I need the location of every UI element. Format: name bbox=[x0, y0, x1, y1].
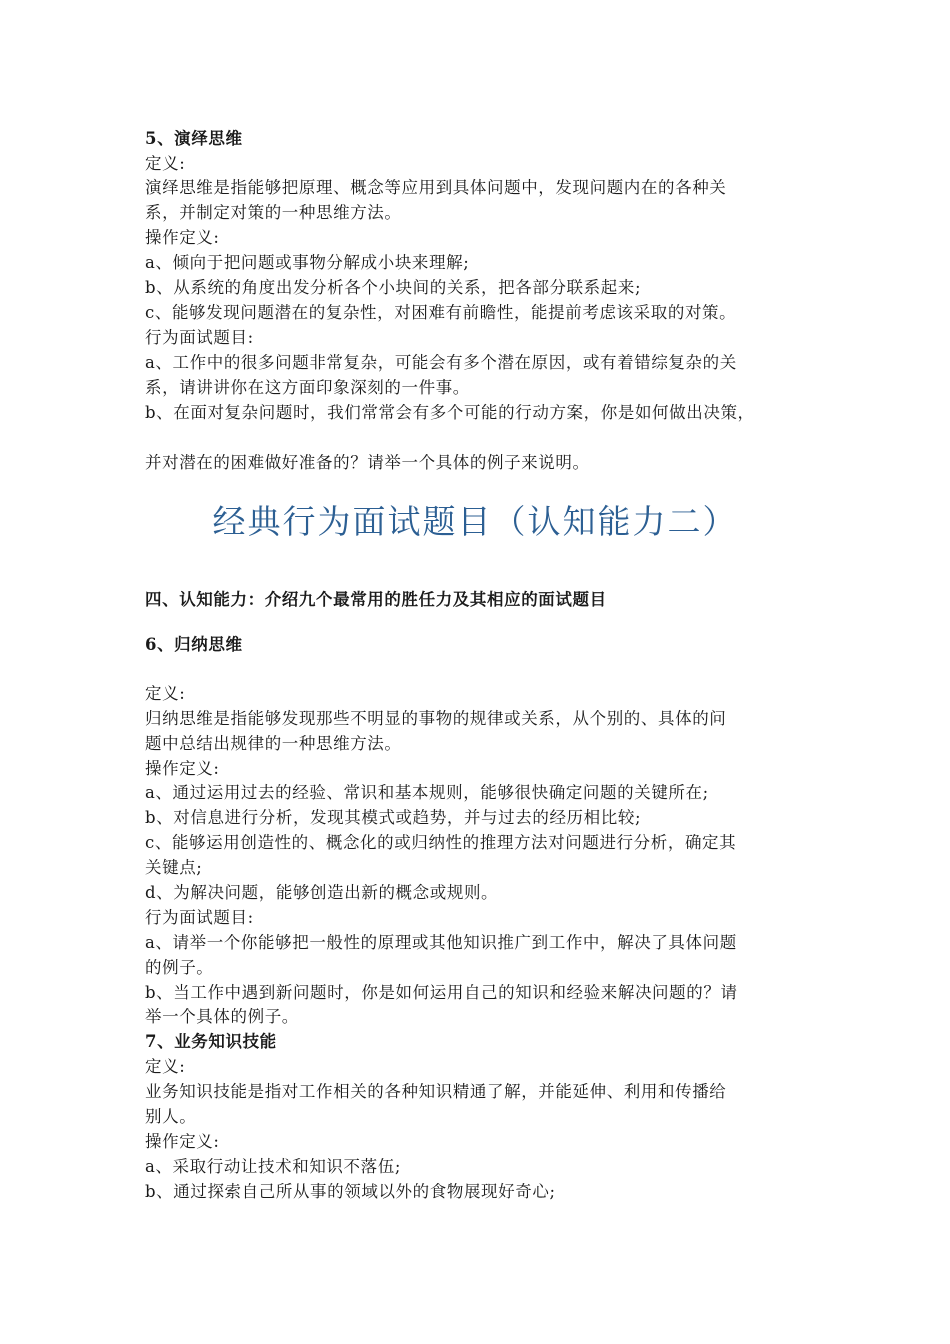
section-6-definition-line: 题中总结出规律的一种思维方法。 bbox=[145, 734, 402, 753]
section-5-question-line: b、在面对复杂问题时，我们常常会有多个可能的行动方案，你是如何做出决策， bbox=[145, 403, 755, 422]
section-7-definition-line: 别人。 bbox=[145, 1107, 197, 1126]
section-6-question-line: a、请举一个你能够把一般性的原理或其他知识推广到工作中，解决了具体问题 bbox=[145, 933, 737, 952]
document-title: 经典行为面试题目（认知能力二） bbox=[212, 502, 738, 541]
section-5-heading: 5、演绎思维 bbox=[145, 129, 243, 148]
section-5-operational-label: 操作定义: bbox=[145, 228, 220, 247]
section-7-heading: 7、业务知识技能 bbox=[145, 1032, 277, 1051]
section-6-operational-item: c、能够运用创造性的、概念化的或归纳性的推理方法对问题进行分析，确定其 bbox=[145, 833, 737, 852]
section-5-operational-item: b、从系统的角度出发分析各个小块间的关系，把各部分联系起来; bbox=[145, 278, 642, 297]
section-7-operational-item: a、采取行动让技术和知识不落伍; bbox=[145, 1157, 401, 1176]
section-6-question-line: 举一个具体的例子。 bbox=[145, 1007, 299, 1026]
section-7-operational-item: b、通过探索自己所从事的领域以外的食物展现好奇心; bbox=[145, 1182, 556, 1201]
section-6-operational-label: 操作定义: bbox=[145, 759, 220, 778]
section-6-operational-item: d、为解决问题，能够创造出新的概念或规则。 bbox=[145, 883, 499, 902]
section-6-operational-item: a、通过运用过去的经验、常识和基本规则，能够很快确定问题的关键所在; bbox=[145, 783, 709, 802]
section-5-operational-item: c、能够发现问题潜在的复杂性，对困难有前瞻性，能提前考虑该采取的对策。 bbox=[145, 303, 737, 322]
section-5-question-line: a、工作中的很多问题非常复杂，可能会有多个潜在原因，或有着错综复杂的关 bbox=[145, 353, 737, 372]
section-7-operational-label: 操作定义: bbox=[145, 1132, 220, 1151]
section-7-definition-line: 业务知识技能是指对工作相关的各种知识精通了解，并能延伸、利用和传播给 bbox=[145, 1082, 727, 1101]
section-6-operational-item: b、对信息进行分析，发现其模式或趋势，并与过去的经历相比较; bbox=[145, 808, 642, 827]
section-6-definition-label: 定义: bbox=[145, 684, 186, 703]
section-6-definition-line: 归纳思维是指能够发现那些不明显的事物的规律或关系，从个别的、具体的问 bbox=[145, 709, 727, 728]
section-7-definition-label: 定义: bbox=[145, 1057, 186, 1076]
section-6-question-line: 的例子。 bbox=[145, 958, 214, 977]
section-6-operational-item: 关键点; bbox=[145, 858, 203, 877]
section-5-definition-label: 定义: bbox=[145, 154, 186, 173]
section-5-definition-line: 系，并制定对策的一种思维方法。 bbox=[145, 203, 402, 222]
section-6-questions-label: 行为面试题目: bbox=[145, 908, 254, 927]
section-5-questions-label: 行为面试题目: bbox=[145, 328, 254, 347]
part-heading: 四、认知能力：介绍九个最常用的胜任力及其相应的面试题目 bbox=[145, 590, 607, 609]
section-6-question-line: b、当工作中遇到新问题时，你是如何运用自己的知识和经验来解决问题的？请 bbox=[145, 983, 738, 1002]
section-5-question-line: 并对潜在的困难做好准备的？请举一个具体的例子来说明。 bbox=[145, 453, 590, 472]
section-5-definition-line: 演绎思维是指能够把原理、概念等应用到具体问题中，发现问题内在的各种关 bbox=[145, 178, 727, 197]
section-5-question-line: 系，请讲讲你在这方面印象深刻的一件事。 bbox=[145, 378, 470, 397]
section-5-operational-item: a、倾向于把问题或事物分解成小块来理解; bbox=[145, 253, 470, 272]
section-6-heading: 6、归纳思维 bbox=[145, 635, 243, 654]
